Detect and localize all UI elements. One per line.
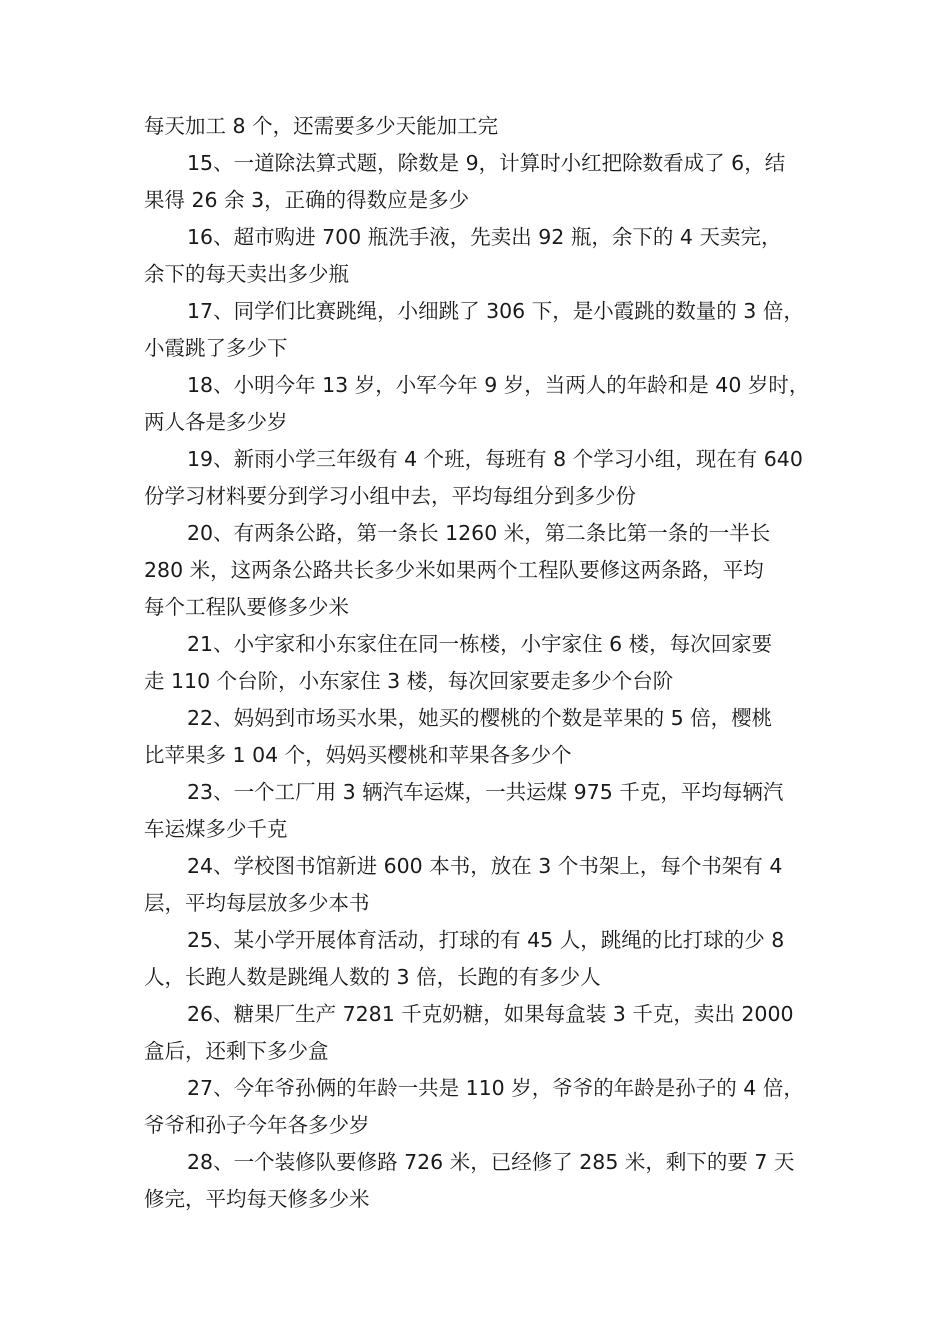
problem-26-line-1: 26、糖果厂生产 7281 千克奶糖，如果每盒装 3 千克，卖出 2000	[187, 1002, 794, 1026]
problem-17-line-1: 17、同学们比赛跳绳，小细跳了 306 下，是小霞跳的数量的 3 倍，	[187, 299, 804, 323]
problem-27-line-2: 爷爷和孙子今年各多少岁	[144, 1113, 370, 1137]
problem-28-line-2: 修完，平均每天修多少米	[144, 1187, 370, 1211]
problem-21-line-2: 走 110 个台阶，小东家住 3 楼，每次回家要走多少个台阶	[144, 669, 674, 693]
problem-16-line-1: 16、超市购进 700 瓶洗手液，先卖出 92 瓶，余下的 4 天卖完，	[187, 225, 782, 249]
problem-21-line-1: 21、小宇家和小东家住在同一栋楼，小宇家住 6 楼，每次回家要	[187, 632, 773, 656]
text-line: 每天加工 8 个，还需要多少天能加工完	[144, 114, 499, 138]
problem-22-line-2: 比苹果多 1 04 个，妈妈买樱桃和苹果各多少个	[144, 743, 572, 767]
problem-15-line-1: 15、一道除法算式题，除数是 9，计算时小红把除数看成了 6，结	[187, 151, 786, 175]
document-body	[144, 108, 834, 1218]
problem-25-line-2: 人，长跑人数是跳绳人数的 3 倍，长跑的有多少人	[144, 965, 601, 989]
problem-20-line-1: 20、有两条公路，第一条长 1260 米，第二条比第一条的一半长	[187, 521, 771, 545]
problem-28-line-1: 28、一个装修队要修路 726 米，已经修了 285 米，剩下的要 7 天	[187, 1150, 795, 1174]
problem-18-line-1: 18、小明今年 13 岁，小军今年 9 岁，当两人的年龄和是 40 岁时，	[187, 373, 810, 397]
problem-15-line-2: 果得 26 余 3，正确的得数应是多少	[144, 188, 470, 212]
problem-23-line-2: 车运煤多少千克	[144, 817, 288, 841]
problem-27-line-1: 27、今年爷孙俩的年龄一共是 110 岁，爷爷的年龄是孙子的 4 倍，	[187, 1076, 804, 1100]
problem-20-line-2: 280 米，这两条公路共长多少米如果两个工程队要修这两条路，平均	[144, 558, 764, 582]
problem-18-line-2: 两人各是多少岁	[144, 410, 288, 434]
problem-17-line-2: 小霞跳了多少下	[144, 336, 288, 360]
problem-25-line-1: 25、某小学开展体育活动，打球的有 45 人，跳绳的比打球的少 8	[187, 928, 785, 952]
problem-22-line-1: 22、妈妈到市场买水果，她买的樱桃的个数是苹果的 5 倍，樱桃	[187, 706, 773, 730]
problem-19-line-1: 19、新雨小学三年级有 4 个班，每班有 8 个学习小组，现在有 640	[187, 447, 803, 471]
problem-24-line-2: 层，平均每层放多少本书	[144, 891, 370, 915]
problem-20-line-3: 每个工程队要修多少米	[144, 595, 349, 619]
problem-23-line-1: 23、一个工厂用 3 辆汽车运煤，一共运煤 975 千克，平均每辆汽	[187, 780, 784, 804]
problem-26-line-2: 盒后，还剩下多少盒	[144, 1039, 329, 1063]
problem-16-line-2: 余下的每天卖出多少瓶	[144, 262, 349, 286]
problem-19-line-2: 份学习材料要分到学习小组中去，平均每组分到多少份	[144, 484, 636, 508]
problem-24-line-1: 24、学校图书馆新进 600 本书，放在 3 个书架上，每个书架有 4	[187, 854, 783, 878]
